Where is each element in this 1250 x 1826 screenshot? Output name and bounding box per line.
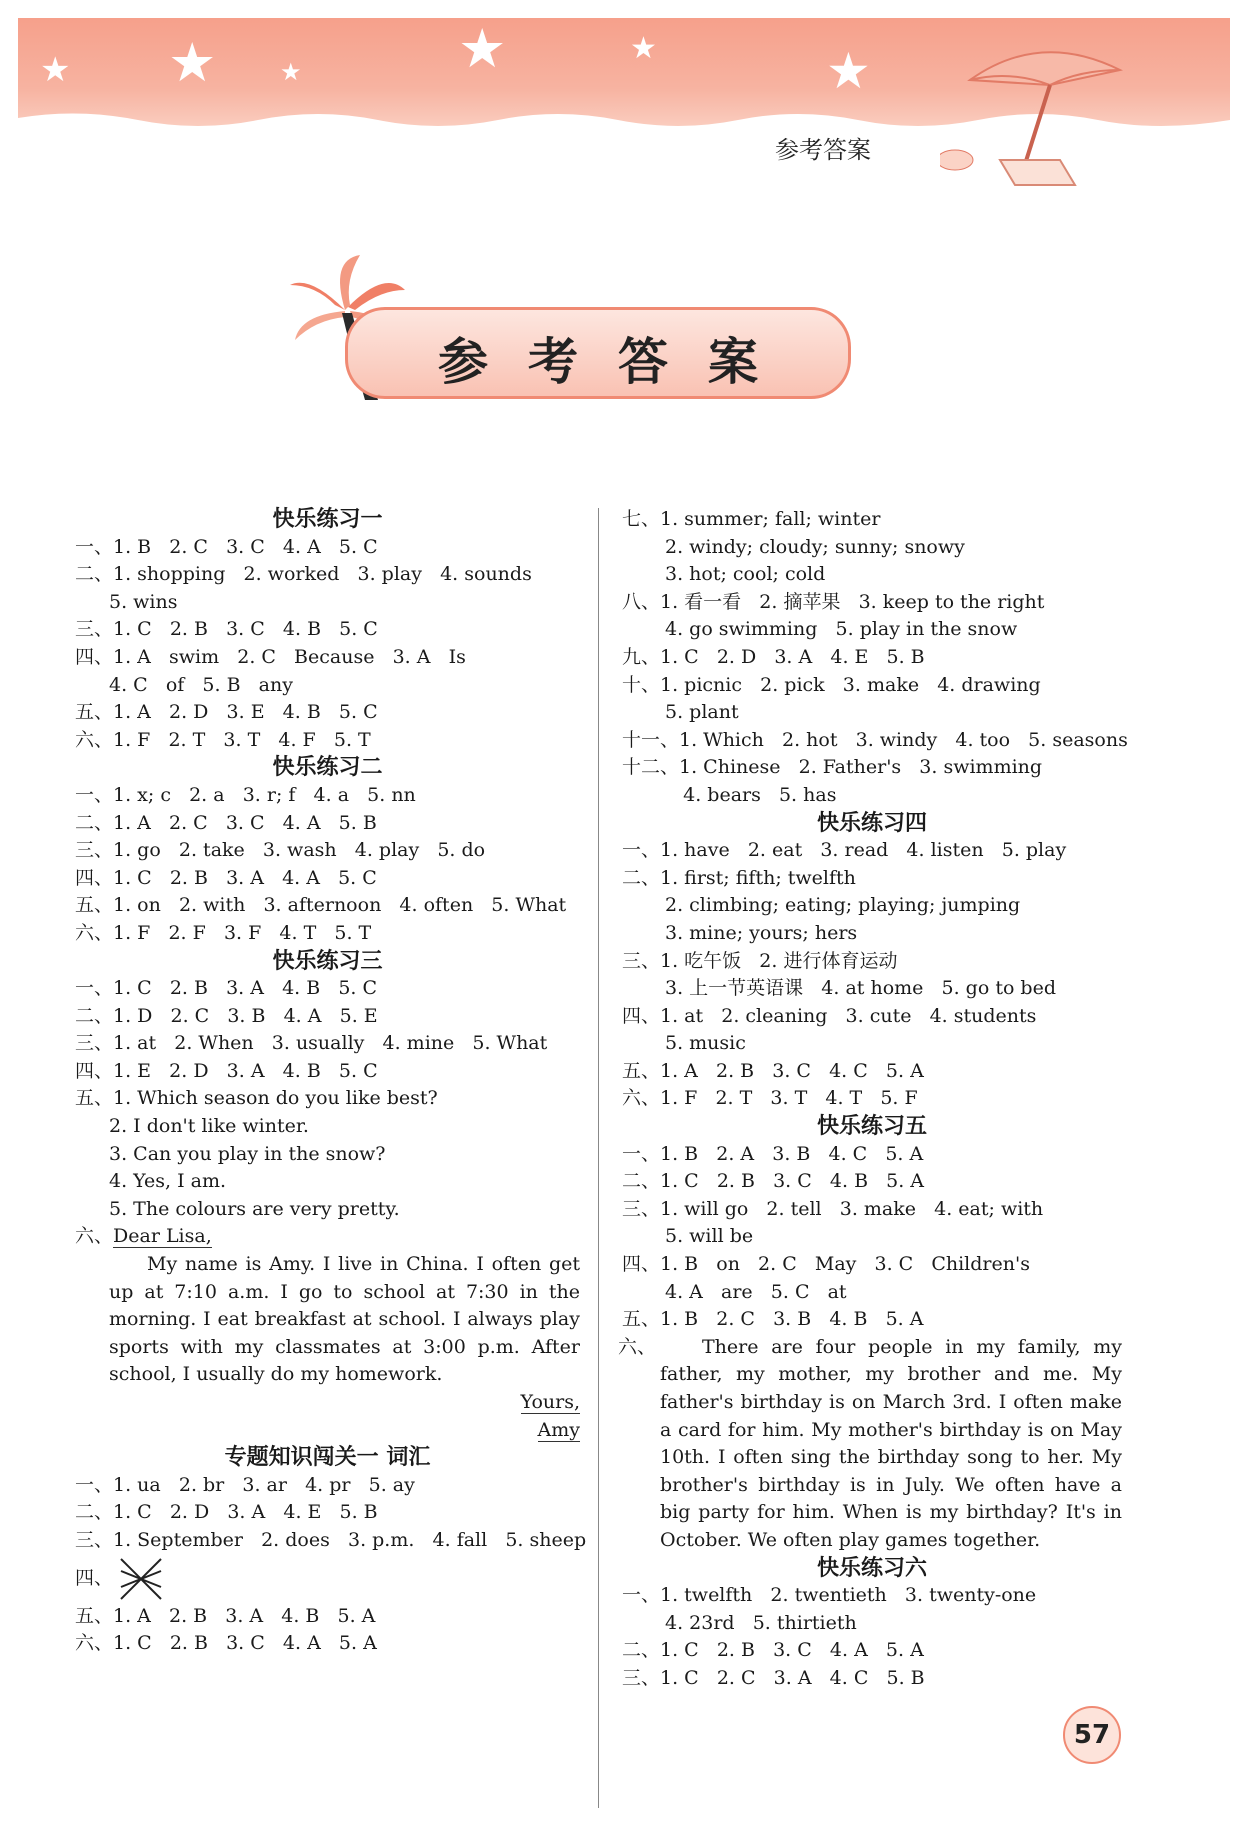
left-column	[75, 506, 587, 1658]
answer-line: 三、1. C 2. C 3. A 4. C 5. B	[622, 1666, 925, 1689]
section-heading: 快乐练习三	[272, 948, 383, 974]
star-icon: ★	[826, 42, 871, 100]
answer-line: 二、1. C 2. D 3. A 4. E 5. B	[75, 1501, 378, 1524]
answer-line: 五、1. Which season do you like best?	[75, 1087, 438, 1110]
answer-line: 一、1. have 2. eat 3. read 4. listen 5. play	[622, 839, 1067, 862]
answer-line: 4. A are 5. C at	[665, 1280, 847, 1303]
star-icon: ★	[630, 31, 657, 66]
answer-line: 2. climbing; eating; playing; jumping	[665, 894, 1021, 917]
section-heading: 快乐练习二	[272, 755, 383, 781]
answer-line: 四、1. at 2. cleaning 3. cute 4. students	[622, 1004, 1037, 1027]
answer-line: 2. I don't like winter.	[109, 1115, 309, 1138]
answer-line: 5. plant	[665, 701, 739, 724]
answer-line: 二、1. C 2. B 3. C 4. B 5. A	[622, 1170, 925, 1193]
answer-line: 三、1. C 2. B 3. C 4. B 5. C	[75, 618, 378, 641]
star-icon: ★	[168, 31, 217, 94]
answer-line: 二、1. D 2. C 3. B 4. A 5. E	[75, 1004, 378, 1027]
signature-text: Amy	[537, 1418, 580, 1441]
answer-line: 二、1. A 2. C 3. C 4. A 5. B	[75, 811, 377, 834]
answer-line: 5. music	[665, 1032, 746, 1055]
answer-line: 五、1. A 2. B 3. A 4. B 5. A	[75, 1604, 376, 1627]
answer-line: 三、1. go 2. take 3. wash 4. play 5. do	[75, 839, 486, 862]
matching-lines-icon	[117, 1555, 165, 1603]
answer-line: 六、1. F 2. F 3. F 4. T 5. T	[75, 921, 372, 944]
letter-greeting: Dear Lisa,	[113, 1225, 212, 1248]
page-number: 57	[1063, 1706, 1121, 1764]
answer-line: 四、1. A swim 2. C Because 3. A Is	[75, 645, 466, 668]
answer-line: 5. wins	[109, 590, 178, 613]
answer-line: 一、1. ua 2. br 3. ar 4. pr 5. ay	[75, 1473, 415, 1496]
answer-line: 一、1. C 2. B 3. A 4. B 5. C	[75, 977, 378, 1000]
answer-line: 十二、1. Chinese 2. Father's 3. swimming	[622, 756, 1043, 779]
answer-line: 六、1. F 2. T 3. T 4. T 5. F	[622, 1087, 918, 1110]
star-icon: ★	[40, 50, 71, 90]
answer-line: 四、1. B on 2. C May 3. C Children's	[622, 1253, 1030, 1276]
item-number: 四、	[75, 1566, 114, 1589]
answer-line: 五、1. B 2. C 3. B 4. B 5. A	[622, 1308, 924, 1331]
section-heading: 快乐练习四	[816, 810, 927, 836]
answer-line: 5. The colours are very pretty.	[109, 1197, 400, 1220]
answer-line: 3. 上一节英语课 4. at home 5. go to bed	[665, 977, 1057, 1000]
answer-line: 3. hot; cool; cold	[665, 563, 826, 586]
story-paragraph	[618, 1334, 1122, 1555]
answer-line: 3. Can you play in the snow?	[109, 1142, 386, 1165]
answer-line: 八、1. 看一看 2. 摘苹果 3. keep to the right	[622, 590, 1045, 613]
answer-line: 4. 23rd 5. thirtieth	[665, 1611, 857, 1634]
answer-line: 三、1. 吃午饭 2. 进行体育运动	[622, 949, 898, 972]
answer-line: 3. mine; yours; hers	[665, 921, 858, 944]
answer-line: 4. go swimming 5. play in the snow	[665, 618, 1018, 641]
answer-line: 二、1. first; fifth; twelfth	[622, 866, 856, 889]
star-icon: ★	[280, 58, 302, 86]
signature-text: Yours,	[520, 1391, 580, 1413]
answer-line: 三、1. September 2. does 3. p.m. 4. fall 5. sheep	[75, 1528, 587, 1551]
answer-line: 七、1. summer; fall; winter	[622, 508, 881, 530]
header-label: 参考答案	[775, 136, 871, 164]
answer-line: 四、1. E 2. D 3. A 4. B 5. C	[75, 1059, 378, 1082]
letter-body: My name is Amy. I live in China. I often get up at 7:10 a.m. I go to school at 7:30 in the morning. I eat breakfast at school. I always play sports with my classmates at 3:00 p.m. After school, I usually do my homework.	[109, 1253, 580, 1386]
answer-line: 4. Yes, I am.	[109, 1170, 227, 1193]
letter-signature	[75, 1417, 580, 1445]
star-icon: ★	[458, 17, 507, 80]
beach-umbrella-icon	[940, 40, 1150, 190]
answer-line: 六、1. F 2. T 3. T 4. F 5. T	[75, 728, 371, 751]
answer-line: 一、1. B 2. C 3. C 4. A 5. C	[75, 535, 378, 558]
answer-line: 2. windy; cloudy; sunny; snowy	[665, 535, 965, 558]
answer-line: 九、1. C 2. D 3. A 4. E 5. B	[622, 645, 925, 668]
answer-line: 一、1. B 2. A 3. B 4. C 5. A	[622, 1142, 924, 1165]
answer-line: 三、1. will go 2. tell 3. make 4. eat; with	[622, 1197, 1044, 1220]
section-heading: 快乐练习一	[272, 507, 383, 532]
answer-line: 一、1. twelfth 2. twentieth 3. twenty-one	[622, 1584, 1037, 1607]
answer-line: 4. C of 5. B any	[109, 673, 293, 696]
answer-line: 十、1. picnic 2. pick 3. make 4. drawing	[622, 673, 1041, 696]
answer-line: 5. will be	[665, 1225, 754, 1248]
letter-signature	[75, 1389, 580, 1417]
title-box	[345, 307, 851, 399]
section-heading: 专题知识闯关一 词汇	[224, 1445, 431, 1471]
answer-line: 4. bears 5. has	[665, 783, 837, 806]
answer-line: 一、1. x; c 2. a 3. r; f 4. a 5. nn	[75, 783, 416, 806]
answer-line: 二、1. C 2. B 3. C 4. A 5. A	[622, 1639, 924, 1662]
answer-line: 十一、1. Which 2. hot 3. windy 4. too 5. seasons	[622, 728, 1128, 751]
answer-line: 五、1. A 2. B 3. C 4. C 5. A	[622, 1059, 924, 1082]
answer-line: 六、1. C 2. B 3. C 4. A 5. A	[75, 1632, 377, 1655]
answer-line: 五、1. A 2. D 3. E 4. B 5. C	[75, 701, 378, 724]
page-title: 参考答案	[438, 333, 798, 391]
answer-line: 五、1. on 2. with 3. afternoon 4. often 5. What	[75, 894, 567, 917]
answer-line: 四、1. C 2. B 3. A 4. A 5. C	[75, 866, 377, 889]
matching-answer-line	[75, 1555, 580, 1603]
right-column	[618, 506, 1128, 1693]
column-divider	[598, 508, 599, 1808]
story-text: There are four people in my family, my father, my mother, my brother and me. My father's birthday is on March 3rd. I often make a card for him. My mother's birthday is on May 10th. I often sing the birthday song to her. My brother's birthday is in July. We often have a big party for him. When is my birthday? It's in October. We often play games together.	[660, 1335, 1122, 1551]
answer-line: 三、1. at 2. When 3. usually 4. mine 5. What	[75, 1032, 548, 1055]
section-heading: 快乐练习六	[816, 1555, 927, 1581]
letter-greeting-line	[75, 1223, 580, 1251]
answer-line: 二、1. shopping 2. worked 3. play 4. sounds	[75, 563, 532, 586]
section-heading: 快乐练习五	[816, 1114, 927, 1140]
item-number: 六、	[75, 1225, 114, 1248]
item-number: 六、	[618, 1335, 657, 1358]
